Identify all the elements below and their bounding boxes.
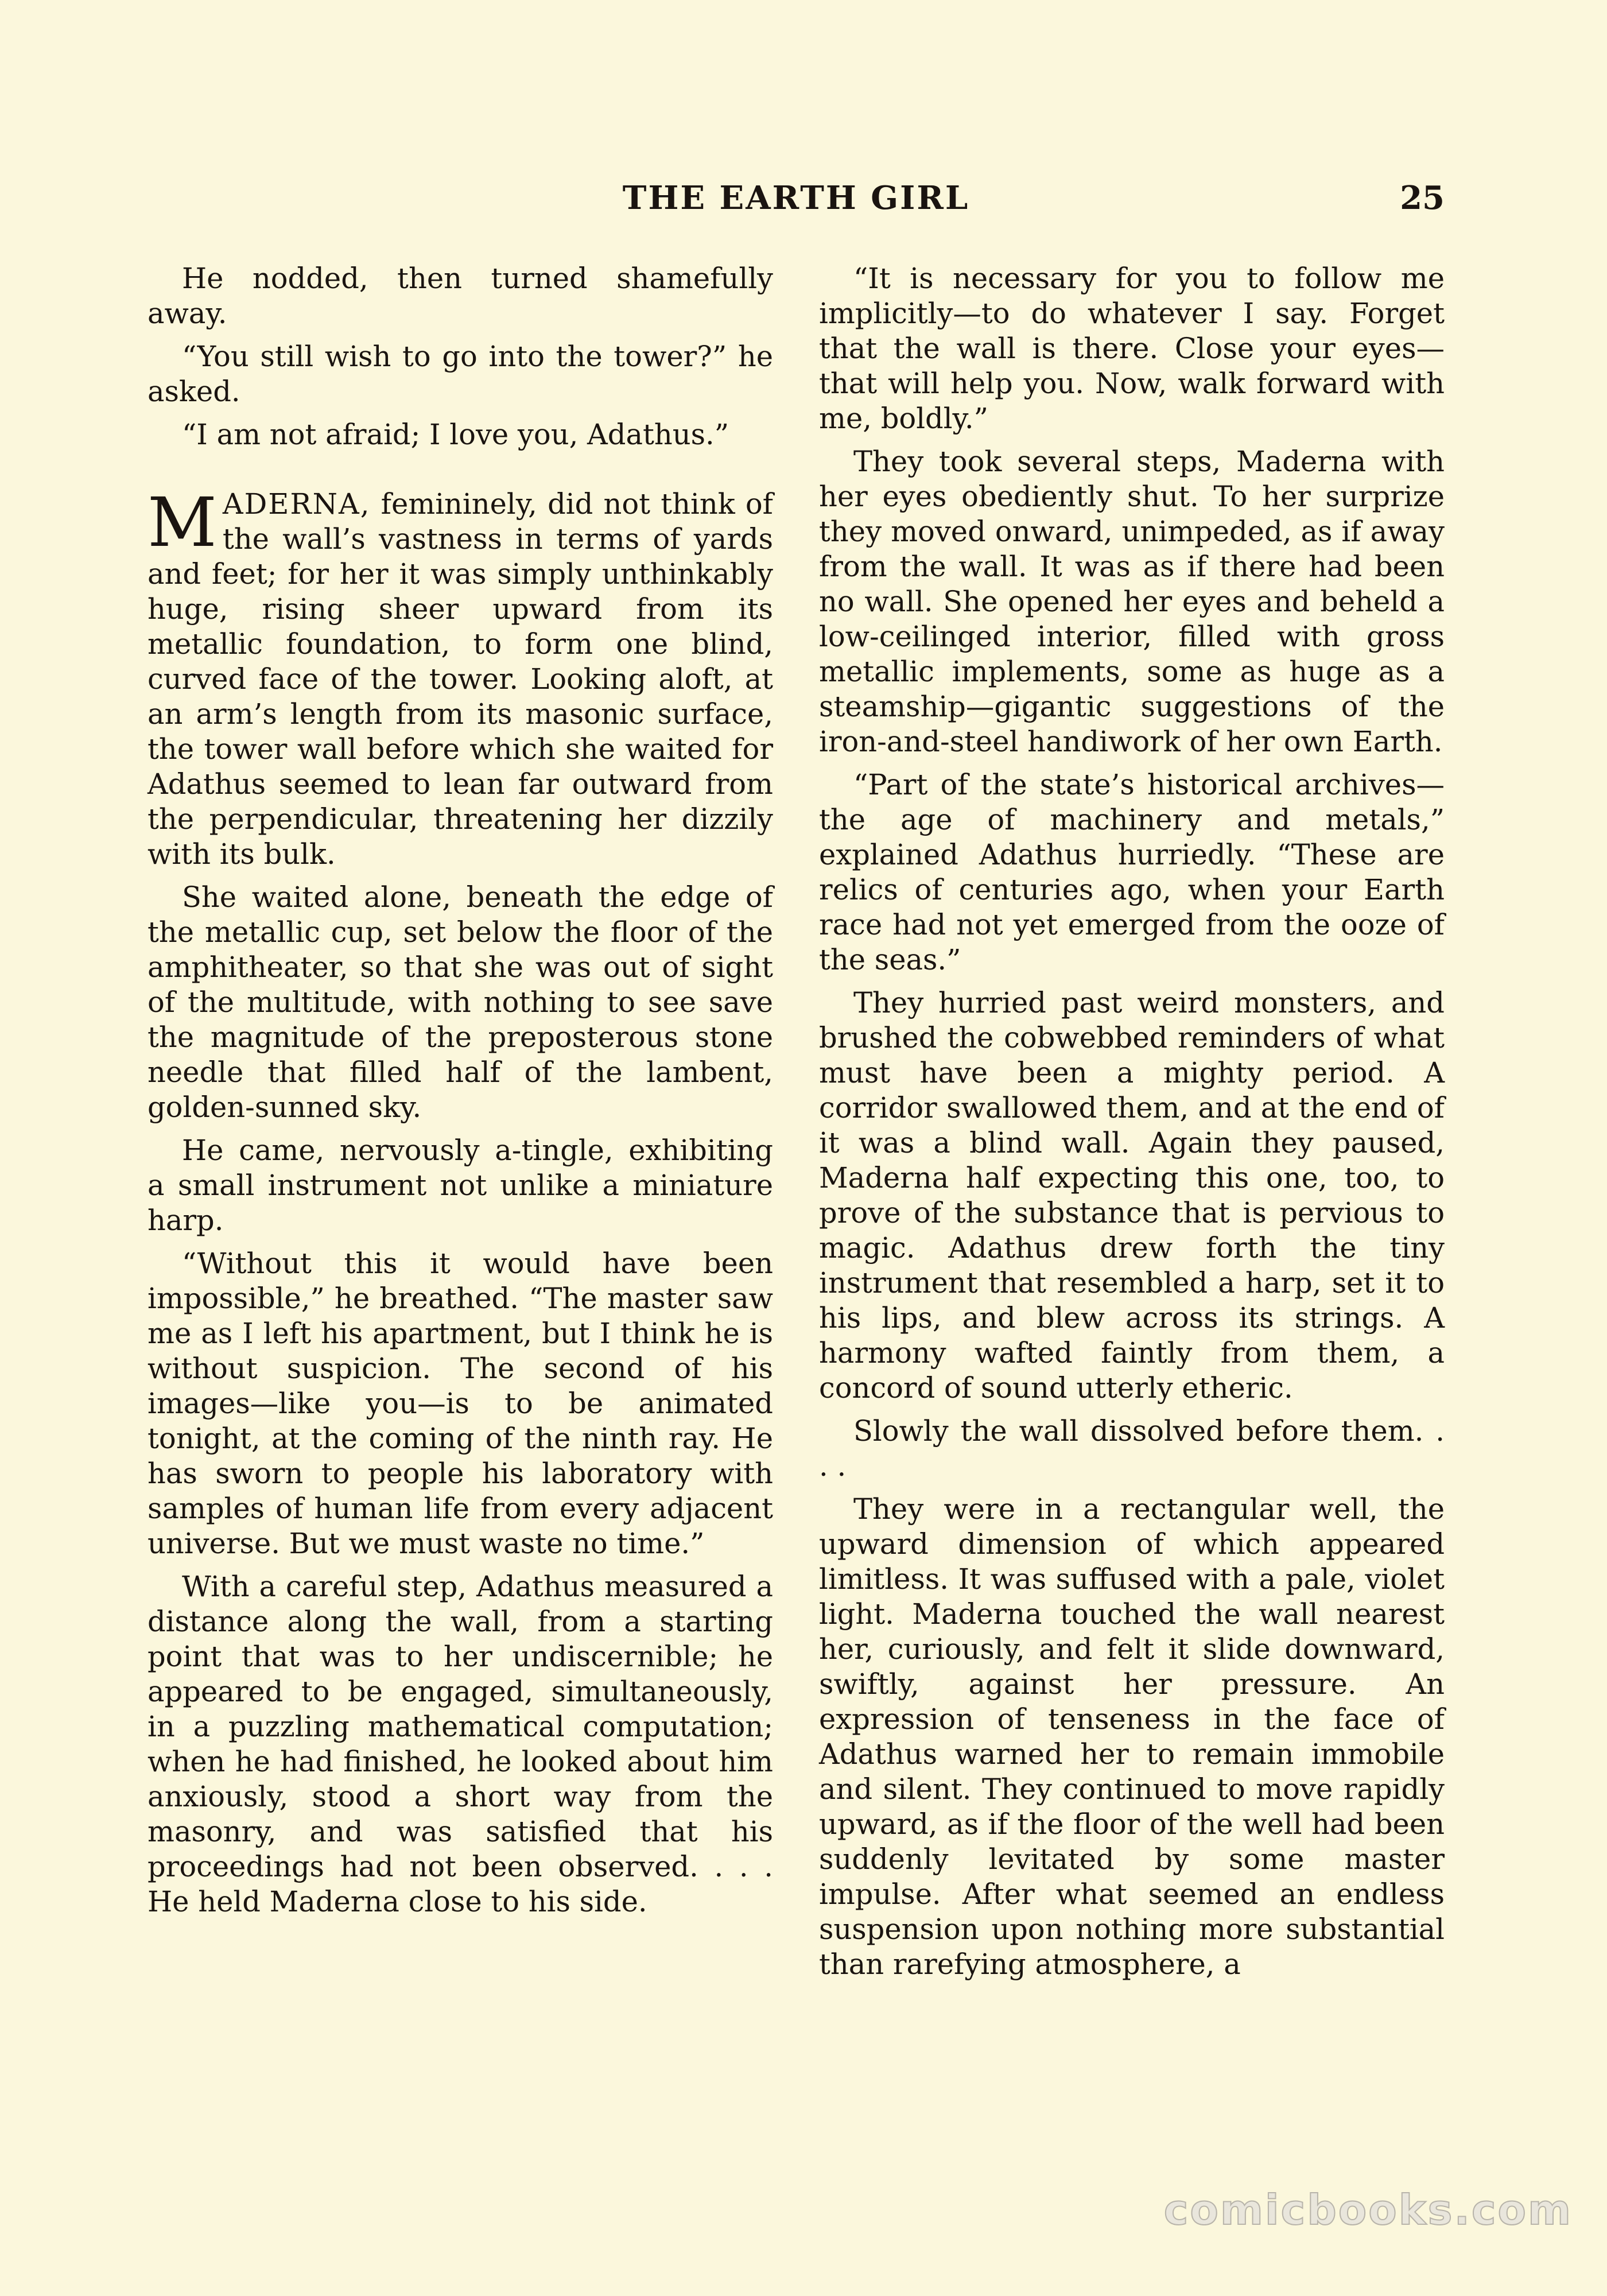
section-opening-paragraph xyxy=(147,483,773,872)
paragraph: She waited alone, beneath the edge of the metallic cup, set below the floor of the amphitheater, so that she was out of sight of the multitude, with nothing to see save the magnitude of the preposterous stone needle that filled half of the lambent, golden-sunned sky. xyxy=(147,881,773,1124)
site-watermark: comicbooks.com xyxy=(1163,2186,1573,2234)
paragraph: With a careful step, Adathus measured a distance along the wall, from a starting point that was to her undiscernible; he appeared to be engaged, simultaneously, in a puzzling mathematical computation; when he had finished, he looked about him anxiously, stood a short way from the masonry, and was satisfied that his proceedings had not been observed. . . . He held Maderna close to his side. xyxy=(147,1570,773,1918)
paragraph: Slowly the wall dissolved before them. . . . xyxy=(819,1414,1445,1483)
page-number: 25 xyxy=(1400,179,1445,217)
small-caps-lead: ADERNA, xyxy=(222,487,371,521)
paragraph: They hurried past weird monsters, and brushed the cobwebbed reminders of what must have been a mighty period. A corridor swallowed them, and at the end of it was a blind wall. Again they paused, Maderna half expecting this one, too, to prove of the substance that is pervious to magic. Adathus drew forth the tiny instrument that resembled a harp, set it to his lips, and blew across its strings. A harmony wafted faintly from them, a concord of sound utterly etheric. xyxy=(819,986,1445,1405)
paragraph: “I am not afraid; I love you, Adathus.” xyxy=(182,418,729,451)
paragraph: “You still wish to go into the tower?” he asked. xyxy=(147,340,773,408)
paragraph-text: femininely, did not think of the wall’s vastness in terms of yards and feet; for her it was simply unthinkably huge, rising sheer upward from its metallic foundation, to form one blind, curved face of the tower. Looking aloft, at an arm’s length from its masonic surface, the tower wall before which she waited for Adathus seemed to lean far outward from the perpendicular, threatening her dizzily with its bulk. xyxy=(147,487,773,871)
paragraph: “It is necessary for you to follow me implicitly—to do whatever I say. Forget that the wall is there. Close your eyes—that will help you. Now, walk forward with me, boldly.” xyxy=(819,262,1445,435)
drop-cap: M xyxy=(147,483,217,562)
paragraph: “Part of the state’s historical archives—the age of machinery and metals,” explained Adathus hurriedly. “These are relics of centuries ago, when your Earth race had not yet emerged from the ooze of the seas.” xyxy=(819,768,1445,976)
paragraph: He nodded, then turned shamefully away. xyxy=(147,262,773,330)
page-header xyxy=(147,172,1445,235)
right-column xyxy=(819,261,1445,1990)
running-title: THE EARTH GIRL xyxy=(622,179,970,217)
paragraph: They were in a rectangular well, the upward dimension of which appeared limitless. It was suffused with a pale, violet light. Maderna touched the wall nearest her, curiously, and felt it slide downward, swiftly, against her pressure. An expression of tenseness in the face of Adathus warned her to remain immobile and silent. They continued to move rapidly upward, as if the floor of the well had been suddenly levitated by some master impulse. After what seemed an endless suspension upon nothing more substantial than rarefying atmosphere, a xyxy=(819,1492,1445,1981)
left-column xyxy=(147,261,773,1927)
paragraph: “Without this it would have been impossible,” he breathed. “The master saw me as I left his apartment, but I think he is without suspicion. The second of his images—like you—is to be animated tonight, at the coming of the ninth ray. He has sworn to people his laboratory with samples of human life from every adjacent universe. But we must waste no time.” xyxy=(147,1247,773,1560)
paragraph: He came, nervously a-tingle, exhibiting a small instrument not unlike a miniature harp. xyxy=(147,1134,773,1237)
paragraph: They took several steps, Maderna with her eyes obediently shut. To her surprize they moved onward, unimpeded, as if away from the wall. It was as if there had been no wall. She opened her eyes and beheld a low-ceilinged interior, filled with gross metallic implements, some as huge as a steamship—gigantic suggestions of the iron-and-steel handiwork of her own Earth. xyxy=(819,445,1445,758)
